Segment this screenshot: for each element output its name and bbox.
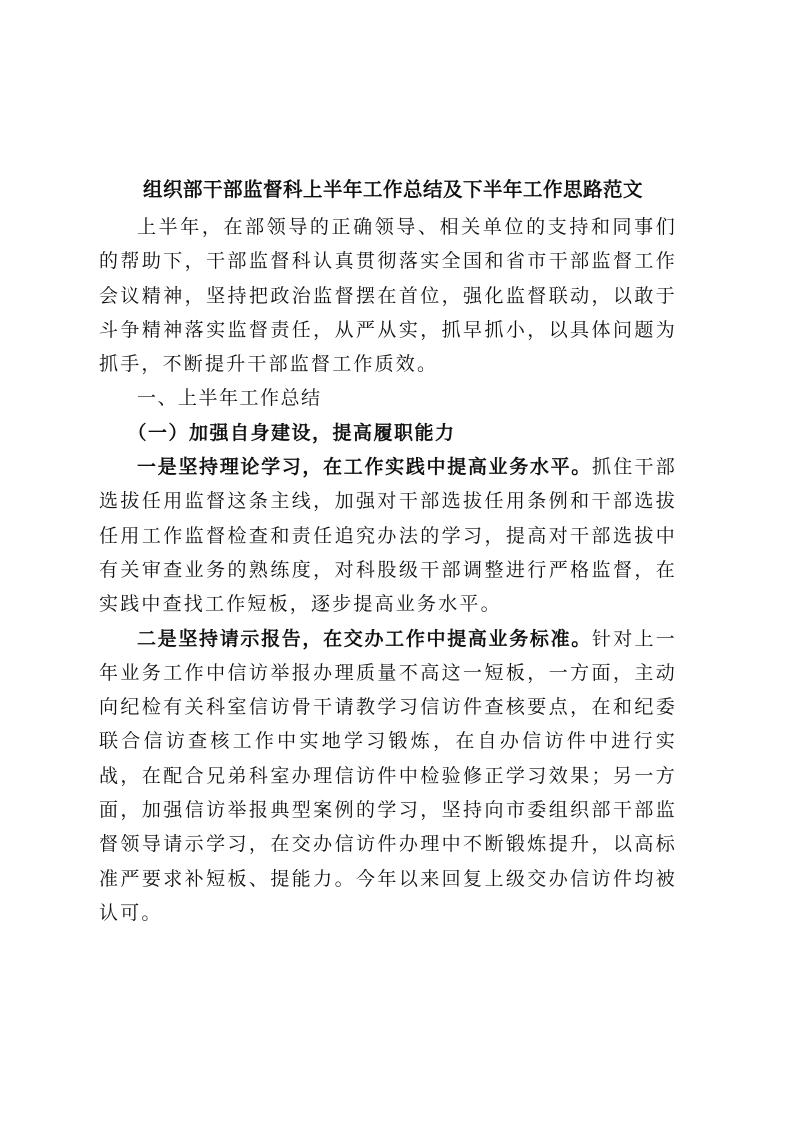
paragraph-body: 针对上一年业务工作中信访举报办理质量不高这一短板，一方面，主动向纪检有关科室信访骨干请教学习信访件查核要点，在和纪委联合信访查核工作中实地学习锻炼，在自办信访件中进行实战，在配合兄弟科室办理信访件中检验修正学习效果；另一方面，加强信访举报典型案例的学习，坚持向市委组织部干部监督领导请示学习，在交办信访件办理中不断锻炼提升，以高标准严要求补短板、提能力。今年以来回复上级交办信访件均被认可。 — [99, 627, 677, 924]
paragraph-report — [99, 622, 677, 931]
section-heading: 一、上半年工作总结 — [137, 387, 322, 410]
document-title: 组织部干部监督科上半年工作总结及下半年工作思路范文 — [142, 178, 643, 201]
paragraph-theory-study — [99, 450, 677, 621]
paragraph-lead: 二是坚持请示报告，在交办工作中提高业务标准。 — [137, 627, 592, 650]
document-body — [99, 170, 677, 930]
intro-paragraph: 上半年，在部领导的正确领导、相关单位的支持和同事们的帮助下，干部监督科认真贯彻落实全国和省市干部监督工作会议精神，坚持把政治监督摆在首位，强化监督联动，以敢于斗争精神落实监督责任，从严从实，抓早抓小，以具体问题为抓手，不断提升干部监督工作质效。 — [99, 216, 677, 376]
subsection-heading: （一）加强自身建设，提高履职能力 — [127, 421, 456, 444]
paragraph-body: 抓住干部选拔任用监督这条主线，加强对干部选拔任用条例和干部选拔任用工作监督检查和责任追究办法的学习，提高对干部选拔中有关审查业务的熟练度，对科股级干部调整进行严格监督，在实践中查找工作短板，逐步提高业务水平。 — [99, 456, 677, 616]
paragraph-lead: 一是坚持理论学习，在工作实践中提高业务水平。 — [137, 456, 592, 479]
